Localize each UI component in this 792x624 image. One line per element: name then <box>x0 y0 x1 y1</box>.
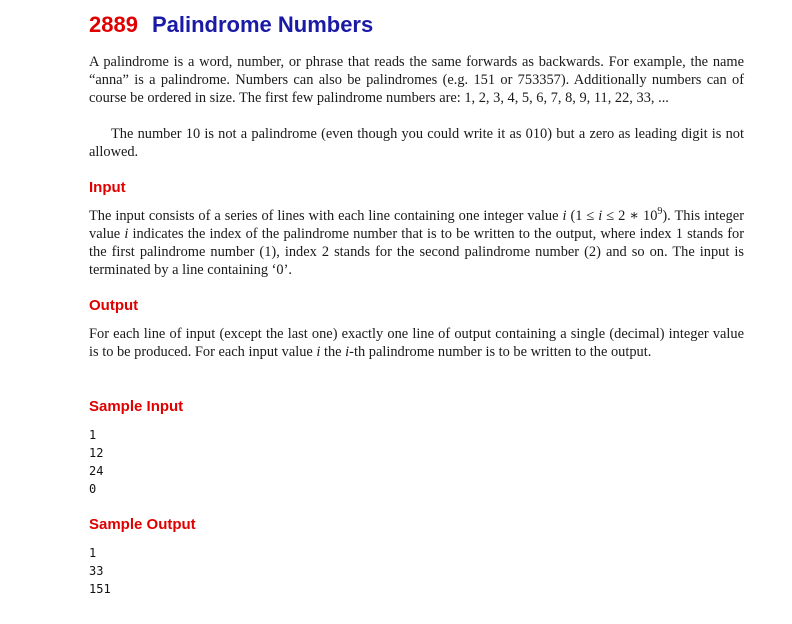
input-var-i2: i <box>598 208 603 224</box>
output-heading: Output <box>89 297 139 314</box>
input-text-b: (1 ≤ <box>566 208 599 224</box>
sample-output-line: 1 <box>89 546 97 560</box>
problem-name: Palindrome Numbers <box>151 12 374 37</box>
output-text-a: For each line of input (except the last one) exactly one line of output containing a single (decimal) integer value is to be produced. For each input value <box>89 326 744 360</box>
sample-output-line: 151 <box>89 582 111 596</box>
sample-input-line: 1 <box>89 428 97 442</box>
input-heading: Input <box>89 179 126 196</box>
output-var-i: i <box>316 344 321 360</box>
input-text-a: The input consists of a series of lines with each line containing one integer value <box>89 208 563 224</box>
input-text-d: ). This integer value <box>89 208 744 242</box>
output-var-i2: i <box>345 344 350 360</box>
sample-output-line: 33 <box>89 564 104 578</box>
input-var-i: i <box>562 208 567 224</box>
output-description <box>89 325 744 361</box>
input-text-c: ≤ 2 ∗ 10 <box>602 208 658 224</box>
sample-input-block <box>89 426 103 498</box>
input-exponent: 9 <box>657 206 663 218</box>
sample-output-block <box>89 544 111 598</box>
input-var-i3: i <box>124 226 129 242</box>
output-text-c: -th palindrome number is to be written to the output. <box>349 344 652 360</box>
problem-title <box>89 10 373 40</box>
input-text-e: indicates the index of the palindrome number that is to be written to the output, where index 1 stands for the first palindrome number (1), index 2 stands for the second palindrome number (2) and so on. The input is terminated by a line containing ‘0’. <box>89 226 744 278</box>
sample-input-line: 12 <box>89 446 104 460</box>
output-text-b: the <box>320 344 346 360</box>
input-description <box>89 207 744 279</box>
problem-number: 2889 <box>89 12 138 37</box>
intro-paragraph-1: A palindrome is a word, number, or phrase that reads the same forwards as backwards. For example, the name “anna” is a palindrome. Numbers can also be palindromes (e.g. 151 or 753357). Additionally numbers can of course be ordered in size. The first few palindrome numbers are: 1, 2, 3, 4, 5, 6, 7, 8, 9, 11, 22, 33, ... <box>89 54 744 106</box>
intro-paragraph-2: The number 10 is not a palindrome (even though you could write it as 010) but a zero as leading digit is not allowed. <box>89 126 744 160</box>
sample-input-line: 24 <box>89 464 104 478</box>
sample-input-line: 0 <box>89 482 97 496</box>
sample-input-heading: Sample Input <box>89 398 184 415</box>
sample-output-heading: Sample Output <box>89 516 196 533</box>
